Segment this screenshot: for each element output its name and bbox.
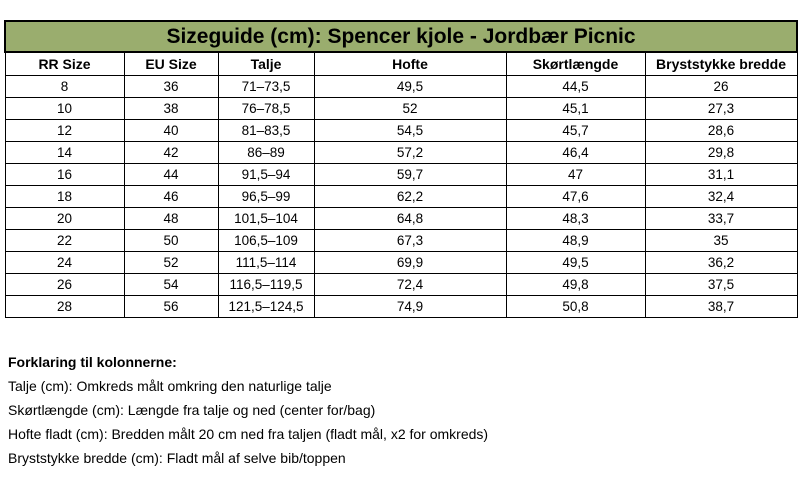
legend-line-talje: Talje (cm): Omkreds målt omkring den naturlige talje bbox=[8, 378, 332, 394]
table-cell: 91,5–94 bbox=[218, 164, 314, 186]
table-cell: 22 bbox=[5, 230, 124, 252]
size-guide-table bbox=[4, 20, 798, 318]
table-cell: 48 bbox=[124, 208, 218, 230]
table-body bbox=[5, 76, 797, 318]
table-cell: 49,5 bbox=[314, 76, 506, 98]
table-cell: 111,5–114 bbox=[218, 252, 314, 274]
table-cell: 96,5–99 bbox=[218, 186, 314, 208]
table-cell: 31,1 bbox=[645, 164, 797, 186]
table-cell: 69,9 bbox=[314, 252, 506, 274]
table-cell: 46 bbox=[124, 186, 218, 208]
table-cell: 106,5–109 bbox=[218, 230, 314, 252]
table-cell: 36,2 bbox=[645, 252, 797, 274]
table-cell: 27,3 bbox=[645, 98, 797, 120]
table-cell: 47,6 bbox=[506, 186, 645, 208]
table-cell: 26 bbox=[645, 76, 797, 98]
table-cell: 57,2 bbox=[314, 142, 506, 164]
table-row bbox=[5, 142, 797, 164]
table-cell: 46,4 bbox=[506, 142, 645, 164]
table-cell: 116,5–119,5 bbox=[218, 274, 314, 296]
table-cell: 54,5 bbox=[314, 120, 506, 142]
table-cell: 35 bbox=[645, 230, 797, 252]
table-row bbox=[5, 230, 797, 252]
table-cell: 29,8 bbox=[645, 142, 797, 164]
header-row bbox=[5, 52, 797, 76]
table-cell: 16 bbox=[5, 164, 124, 186]
table-row bbox=[5, 186, 797, 208]
legend-title: Forklaring til kolonnerne: bbox=[8, 354, 177, 370]
table-cell: 14 bbox=[5, 142, 124, 164]
table-cell: 81–83,5 bbox=[218, 120, 314, 142]
table-cell: 10 bbox=[5, 98, 124, 120]
table-cell: 76–78,5 bbox=[218, 98, 314, 120]
table-row bbox=[5, 120, 797, 142]
legend-line-skortlaengde: Skørtlængde (cm): Længde fra talje og ned (center for/bag) bbox=[8, 402, 376, 418]
table-row bbox=[5, 296, 797, 318]
column-header-eu-size: EU Size bbox=[124, 52, 218, 76]
table-cell: 12 bbox=[5, 120, 124, 142]
table-cell: 72,4 bbox=[314, 274, 506, 296]
table-cell: 56 bbox=[124, 296, 218, 318]
table-cell: 121,5–124,5 bbox=[218, 296, 314, 318]
table-title: Sizeguide (cm): Spencer kjole - Jordbær Picnic bbox=[5, 21, 797, 52]
table-cell: 101,5–104 bbox=[218, 208, 314, 230]
column-header-talje: Talje bbox=[218, 52, 314, 76]
table-cell: 52 bbox=[314, 98, 506, 120]
table-cell: 32,4 bbox=[645, 186, 797, 208]
table-row bbox=[5, 252, 797, 274]
table-row bbox=[5, 164, 797, 186]
table-cell: 44 bbox=[124, 164, 218, 186]
table-cell: 42 bbox=[124, 142, 218, 164]
legend-line-bryststykke: Bryststykke bredde (cm): Fladt mål af selve bib/toppen bbox=[8, 450, 346, 466]
table-cell: 24 bbox=[5, 252, 124, 274]
table-cell: 38,7 bbox=[645, 296, 797, 318]
table-cell: 48,9 bbox=[506, 230, 645, 252]
legend-line-hofte: Hofte fladt (cm): Bredden målt 20 cm ned fra taljen (fladt mål, x2 for omkreds) bbox=[8, 426, 489, 442]
table-cell: 28,6 bbox=[645, 120, 797, 142]
table-row bbox=[5, 98, 797, 120]
table-cell: 18 bbox=[5, 186, 124, 208]
table-cell: 64,8 bbox=[314, 208, 506, 230]
table-cell: 38 bbox=[124, 98, 218, 120]
table-row bbox=[5, 76, 797, 98]
table-cell: 8 bbox=[5, 76, 124, 98]
table-cell: 33,7 bbox=[645, 208, 797, 230]
table-cell: 26 bbox=[5, 274, 124, 296]
table-cell: 40 bbox=[124, 120, 218, 142]
table-cell: 59,7 bbox=[314, 164, 506, 186]
table-row bbox=[5, 274, 797, 296]
table-cell: 67,3 bbox=[314, 230, 506, 252]
table-cell: 49,5 bbox=[506, 252, 645, 274]
column-header-bryststykke-bredde: Bryststykke bredde bbox=[645, 52, 797, 76]
table-cell: 74,9 bbox=[314, 296, 506, 318]
table-cell: 54 bbox=[124, 274, 218, 296]
table-cell: 71–73,5 bbox=[218, 76, 314, 98]
table-cell: 44,5 bbox=[506, 76, 645, 98]
table-cell: 28 bbox=[5, 296, 124, 318]
table-cell: 49,8 bbox=[506, 274, 645, 296]
column-header-skortlaengde: Skørtlængde bbox=[506, 52, 645, 76]
column-legend bbox=[8, 350, 488, 470]
table-cell: 50 bbox=[124, 230, 218, 252]
table-cell: 48,3 bbox=[506, 208, 645, 230]
table-cell: 50,8 bbox=[506, 296, 645, 318]
table-cell: 62,2 bbox=[314, 186, 506, 208]
table-row bbox=[5, 208, 797, 230]
table-cell: 47 bbox=[506, 164, 645, 186]
column-header-rr-size: RR Size bbox=[5, 52, 124, 76]
table-cell: 86–89 bbox=[218, 142, 314, 164]
column-header-hofte: Hofte bbox=[314, 52, 506, 76]
table-cell: 45,7 bbox=[506, 120, 645, 142]
table-cell: 37,5 bbox=[645, 274, 797, 296]
table-cell: 45,1 bbox=[506, 98, 645, 120]
table-cell: 20 bbox=[5, 208, 124, 230]
table-cell: 52 bbox=[124, 252, 218, 274]
table-cell: 36 bbox=[124, 76, 218, 98]
